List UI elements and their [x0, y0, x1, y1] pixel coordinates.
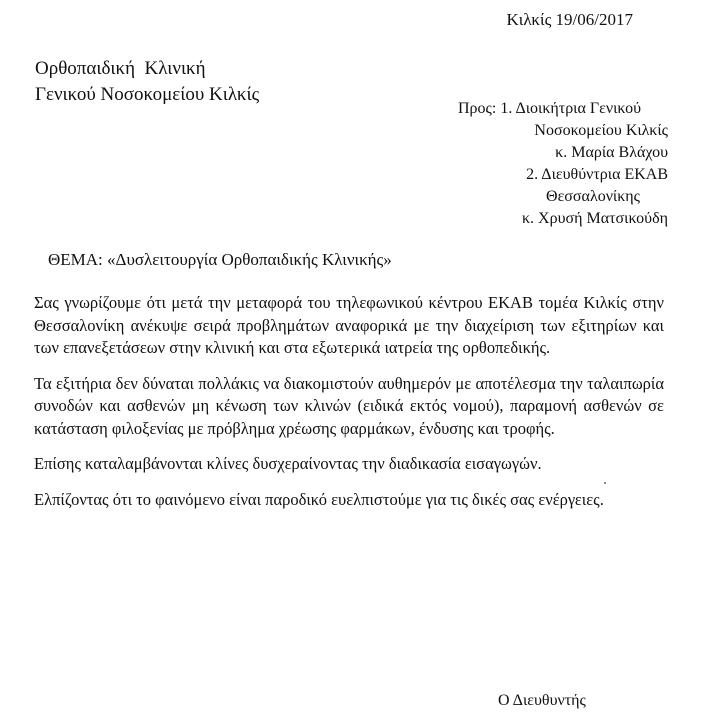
- body-paragraph: Επίσης καταλαμβάνονται κλίνες δυσχεραίνοντας την διαδικασία εισαγωγών.: [34, 454, 542, 473]
- letter-subject: ΘΕΜΑ: «Δυσλειτουργία Ορθοπαιδικής Κλινικής»: [48, 250, 392, 269]
- recipient-line-4: 2. Διευθύντρια ΕΚΑΒ: [526, 166, 668, 183]
- letter-date: Κιλκίς 19/06/2017: [506, 10, 633, 29]
- sender-clinic: Ορθοπαιδική Κλινική: [35, 58, 206, 79]
- letter-body: [34, 292, 664, 524]
- recipient-line-1: Προς: 1. Διοικήτρια Γενικού: [458, 100, 642, 117]
- scan-speck: [604, 482, 606, 484]
- sender-block: [35, 56, 259, 108]
- signature-title: Ο Διευθυντής: [498, 692, 586, 709]
- sender-hospital: Γενικού Νοσοκομείου Κιλκίς: [35, 84, 260, 105]
- recipients-block: [458, 98, 668, 230]
- body-paragraph: Τα εξιτήρια δεν δύναται πολλάκις να διακομιστούν αυθημερόν με αποτέλεσμα την ταλαιπωρία συνοδών και ασθενών μη κένωση των κλινών (ειδικά εκτός νομού), παραμονή ασθενών σε κατάσταση φιλοξενίας με πρόβλημα χρέωσης φαρμάκων, ένδυσης και τροφής.: [34, 373, 664, 438]
- body-paragraph: Σας γνωρίζουμε ότι μετά την μεταφορά του τηλεφωνικού κέντρου ΕΚΑΒ τομέα Κιλκίς στην Θεσσαλονίκη ανέκυψε σειρά προβλημάτων αναφορικά με την διαχείριση των εξιτηρίων και των επανεξετάσεων στην κλινική και στα εξωτερικά ιατρεία της ορθοπεδικής.: [34, 293, 664, 357]
- recipient-line-2: Νοσοκομείου Κιλκίς: [534, 122, 668, 139]
- recipient-line-5: Θεσσαλονίκης: [546, 188, 640, 205]
- recipient-line-3: κ. Μαρία Βλάχου: [555, 144, 668, 161]
- body-paragraph: Ελπίζοντας ότι το φαινόμενο είναι παροδικό ευελπιστούμε για τις δικές σας ενέργειες.: [34, 489, 604, 509]
- recipient-line-6: κ. Χρυσή Ματσικούδη: [521, 210, 668, 227]
